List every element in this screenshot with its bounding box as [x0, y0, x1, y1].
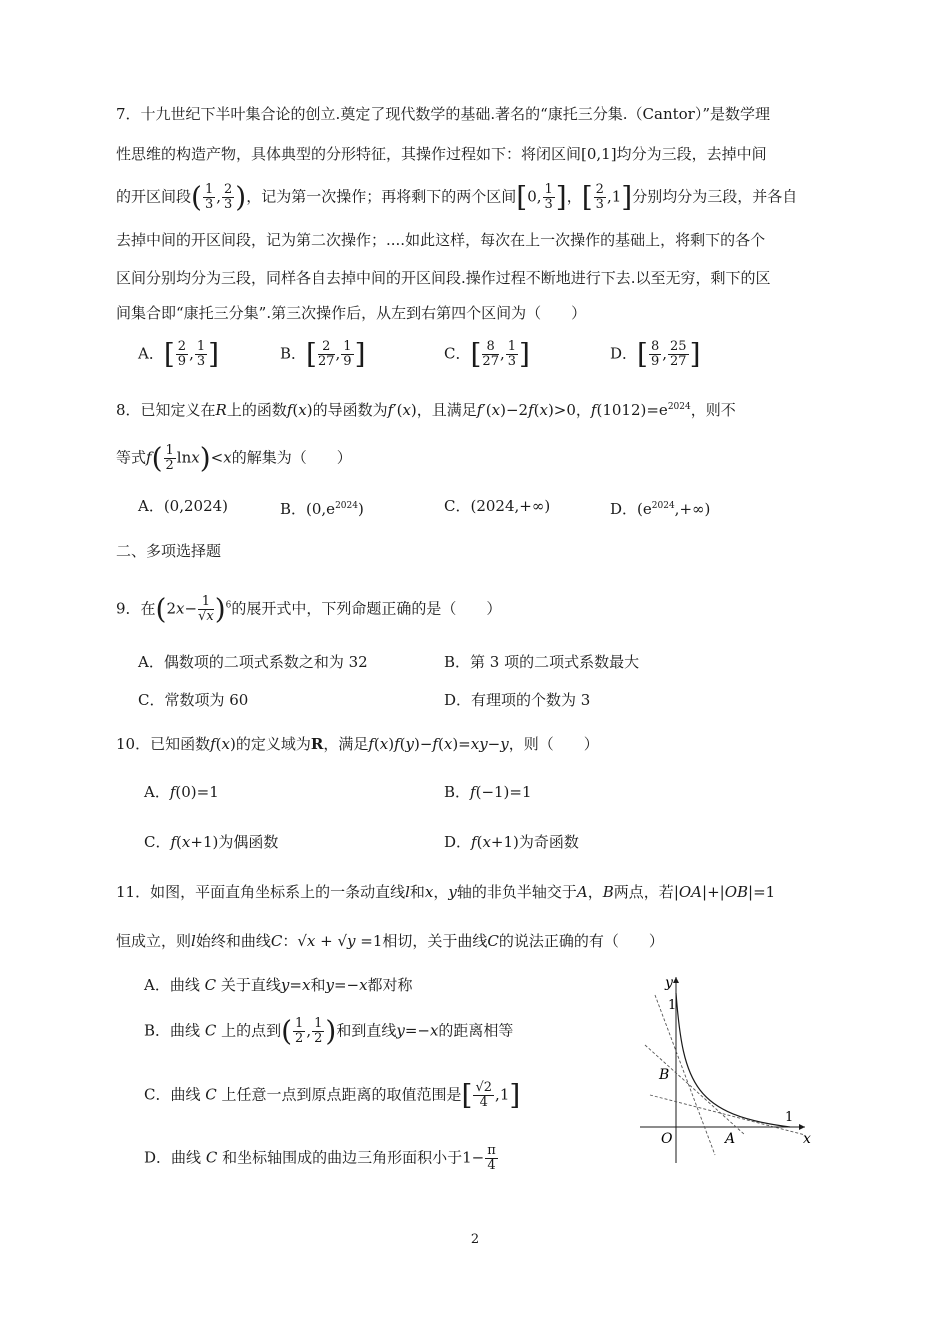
q7-option-c: C．[ $\frac{8}{27}$ , $\frac{1}{3}$ ] — [444, 337, 530, 371]
q9-option-c: C．常数项为 60 — [138, 691, 249, 709]
q7-option-a: A．[ $\frac{2}{9}$ , $\frac{1}{3}$ ] — [138, 337, 220, 371]
label-one-y: 1 — [668, 998, 677, 1013]
page-number: 2 — [470, 1232, 480, 1247]
q7-line6: 间集合即“康托三分集”.第三次操作后，从左到右第四个区间为（ ） — [116, 304, 587, 322]
q9-option-d: D．有理项的个数为 3 — [444, 691, 591, 709]
curve-c — [676, 993, 790, 1127]
q11-line1: 11．如图，平面直角坐标系上的一条动直线l和x，y轴的非负半轴交于A，B两点，若|OA|+|OB|=1 — [116, 883, 776, 901]
section-heading: 二、多项选择题 — [116, 542, 222, 560]
q9-option-a: A．偶数项的二项式系数之和为 32 — [138, 653, 368, 671]
q9-stem: 9．在(2x− $\frac{1}{√x}$ )$^6$的展开式中，下列命题正确的是（ ） — [116, 592, 502, 626]
q11-option-d: D．曲线 C 和坐标轴围成的曲边三角形面积小于1− $\frac{\pi}{4}$ — [144, 1143, 496, 1173]
q8-option-b: B．$(0,e^{2024})$ — [280, 500, 364, 518]
label-a: A — [725, 1131, 736, 1147]
q8-option-a: A．(0,2024) — [138, 497, 229, 515]
label-y: y — [665, 975, 673, 991]
q10-option-a: A．f(0)=1 — [144, 783, 219, 801]
tangent-line-2 — [645, 1045, 745, 1135]
q7-line2: 性思维的构造产物，具体典型的分形特征，其操作过程如下：将闭区间[0,1]均分为三段，去掉中间 — [116, 145, 767, 163]
q10-option-c: C．f(x+1)为偶函数 — [144, 833, 279, 851]
label-origin: O — [661, 1131, 673, 1147]
q9-option-b: B．第 3 项的二项式系数最大 — [444, 653, 640, 671]
q7-line4: 去掉中间的开区间段，记为第二次操作；....如此这样，每次在上一次操作的基础上，将剩下的各个 — [116, 231, 766, 249]
label-x: x — [803, 1131, 811, 1147]
q7-line5: 区间分别均分为三段，同样各自去掉中间的开区间段.操作过程不断地进行下去.以至无穷，剩下的区 — [116, 269, 771, 287]
coordinate-figure — [635, 965, 830, 1170]
label-b: B — [659, 1067, 670, 1083]
q7-line3: 的开区间段( $\frac{1}{3}$ , $\frac{2}{3}$ )，记为第一次操作；再将剩下的两个区间[0, $\frac{1}{3}$ ]，[ $\frac{2}{3}$ ,1]分别均分为三段，并各自 — [116, 180, 798, 214]
q11-line2: 恒成立，则l始终和曲线C：√x + √y =1相切，关于曲线C的说法正确的有（ ） — [116, 932, 664, 950]
q7-option-b: B．[ $\frac{2}{27}$ , $\frac{1}{9}$ ] — [280, 337, 366, 371]
q8-line2: 等式f( $\frac{1}{2}$ lnx)<x的解集为（ ） — [116, 441, 352, 475]
q10-option-b: B．f(−1)=1 — [444, 783, 532, 801]
q11-option-a: A．曲线 C 关于直线y=x和y=−x都对称 — [144, 976, 413, 994]
q10-option-d: D．f(x+1)为奇函数 — [444, 833, 579, 851]
q11-option-c: C．曲线 C 上任意一点到原点距离的取值范围是[ $\frac{√2}{4}$ ,1] — [144, 1078, 521, 1112]
q11-option-b: B．曲线 C 上的点到( $\frac{1}{2}$ , $\frac{1}{2}$ )和到直线y=−x的距离相等 — [144, 1014, 514, 1048]
q8-option-c: C．(2024,+∞) — [444, 497, 551, 515]
label-one-x: 1 — [785, 1110, 794, 1125]
tangent-line-3 — [650, 1095, 805, 1135]
q10-stem: 10．已知函数f(x)的定义域为R，满足f(x)f(y)−f(x)=xy−y，则（ ） — [116, 735, 599, 753]
q8-option-d: D．$(e^{2024},+\infty)$ — [610, 500, 711, 518]
q7-line1: 7．十九世纪下半叶集合论的创立.奠定了现代数学的基础.著名的“康托三分集.（Cantor）”是数学理 — [116, 105, 770, 123]
q8-line1: 8．已知定义在R上的函数f(x)的导函数为f′(x)，且满足f′(x)−2f(x)>0，$f(1012)=e^{2024}$，则不 — [116, 401, 736, 419]
q7-option-d: D．[ $\frac{8}{9}$ , $\frac{25}{27}$ ] — [610, 337, 701, 371]
